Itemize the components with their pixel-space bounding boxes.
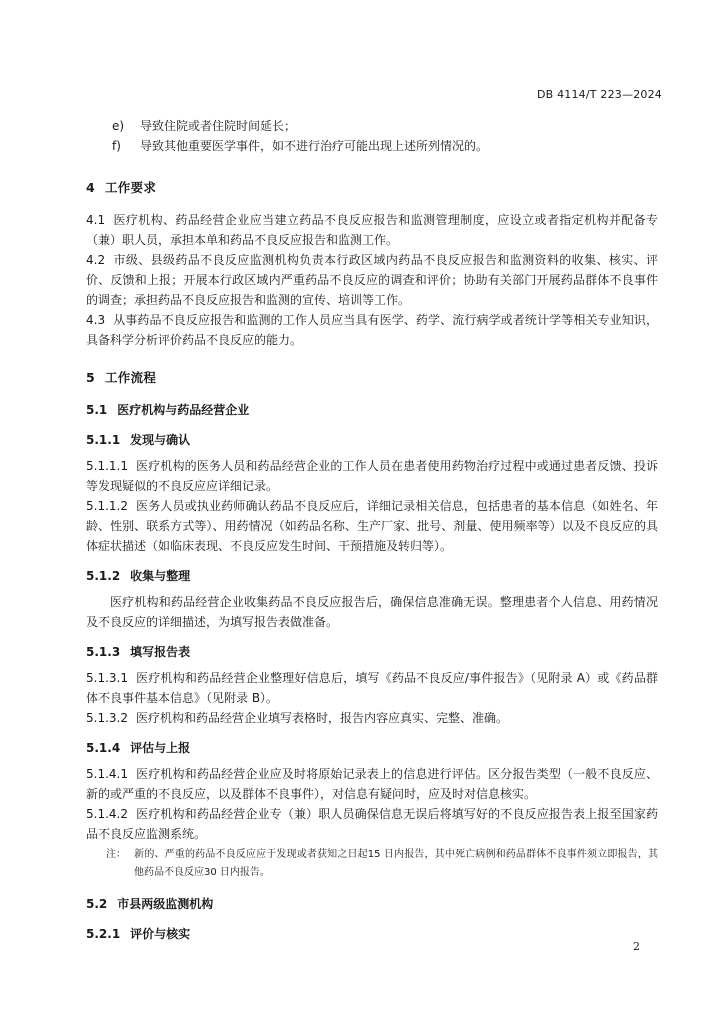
clause-5-1-3-1: 5.1.3.1 医疗机构和药品经营企业整理好信息后，填写《药品不良反应/事件报告》（见附录 A）或《药品群体不良事件基本信息》（见附录 B）。 bbox=[86, 671, 658, 705]
note bbox=[86, 846, 658, 882]
list-marker: f) bbox=[112, 139, 121, 153]
clause-5-1-1-2: 5.1.1.2 医务人员或执业药师确认药品不良反应后，详细记录相关信息，包括患者的基本信息（如姓名、年龄、性别、联系方式等）、用药情况（如药品名称、生产厂家、批号、剂量、使用频率等）以及不良反应的具体症状描述（如临床表现、不良反应发生时间、干预措施及转归等）。 bbox=[86, 499, 658, 553]
standard-code: DB 4114/T 223—2024 bbox=[536, 88, 662, 101]
clause-5-1-4-1: 5.1.4.1 医疗机构和药品经营企业应及时将原始记录表上的信息进行评估。区分报告类型（一般不良反应、新的或严重的不良反应，以及群体不良事件），对信息有疑问时，应及时对信息核实。 bbox=[86, 767, 658, 801]
note-label: 注： bbox=[106, 849, 126, 860]
section-5-heading: 5 工作流程 bbox=[86, 370, 157, 385]
section-5-1-4-heading: 5.1.4 评估与上报 bbox=[86, 741, 191, 755]
clause-5-1-3-2: 5.1.3.2 医疗机构和药品经营企业填写表格时，报告内容应真实、完整、准确。 bbox=[86, 711, 508, 725]
page-number: 2 bbox=[633, 940, 640, 953]
list-item-e bbox=[112, 116, 658, 136]
document-body bbox=[86, 116, 658, 950]
clause-4-2: 4.2 市级、县级药品不良反应监测机构负责本行政区域内药品不良反应报告和监测资料的收集、核实、评价、反馈和上报；开展本行政区域内严重药品不良反应的调查和评价；协助有关部门开展药品群体不良事件的调查；承担药品不良反应报告和监测的宣传、培训等工作。 bbox=[86, 253, 658, 307]
list-text: 导致其他重要医学事件，如不进行治疗可能出现上述所列情况的。 bbox=[140, 139, 489, 153]
clause-5-1-1-1: 5.1.1.1 医疗机构的医务人员和药品经营企业的工作人员在患者使用药物治疗过程中或通过患者反馈、投诉等发现疑似的不良反应应详细记录。 bbox=[86, 459, 658, 493]
paragraph-5-1-2: 医疗机构和药品经营企业收集药品不良反应报告后，确保信息准确无误。整理患者个人信息、用药情况及不良反应的详细描述，为填写报告表做准备。 bbox=[86, 595, 658, 629]
section-5-1-heading: 5.1 医疗机构与药品经营企业 bbox=[86, 403, 250, 417]
clause-4-3: 4.3 从事药品不良反应报告和监测的工作人员应当具有医学、药学、流行病学或者统计学等相关专业知识，具备科学分析评价药品不良反应的能力。 bbox=[86, 313, 658, 347]
section-5-2-1-heading: 5.2.1 评价与核实 bbox=[86, 927, 191, 941]
section-4-heading: 4 工作要求 bbox=[86, 180, 157, 195]
list-marker: e) bbox=[112, 119, 125, 133]
note-text: 新的、严重的药品不良反应应于发现或者获知之日起15 日内报告，其中死亡病例和药品群体不良事件须立即报告，其他药品不良反应30 日内报告。 bbox=[134, 849, 658, 878]
section-5-1-2-heading: 5.1.2 收集与整理 bbox=[86, 569, 191, 583]
section-5-1-1-heading: 5.1.1 发现与确认 bbox=[86, 433, 191, 447]
section-5-2-heading: 5.2 市县两级监测机构 bbox=[86, 897, 214, 911]
clause-5-1-4-2: 5.1.4.2 医疗机构和药品经营企业专（兼）职人员确保信息无误后将填写好的不良反应报告表上报至国家药品不良反应监测系统。 bbox=[86, 807, 658, 841]
list-text: 导致住院或者住院时间延长； bbox=[140, 119, 297, 133]
list-item-f bbox=[112, 136, 658, 156]
clause-4-1: 4.1 医疗机构、药品经营企业应当建立药品不良反应报告和监测管理制度，应设立或者指定机构并配备专（兼）职人员，承担本单和药品不良反应报告和监测工作。 bbox=[86, 213, 658, 247]
section-5-1-3-heading: 5.1.3 填写报告表 bbox=[86, 645, 191, 659]
